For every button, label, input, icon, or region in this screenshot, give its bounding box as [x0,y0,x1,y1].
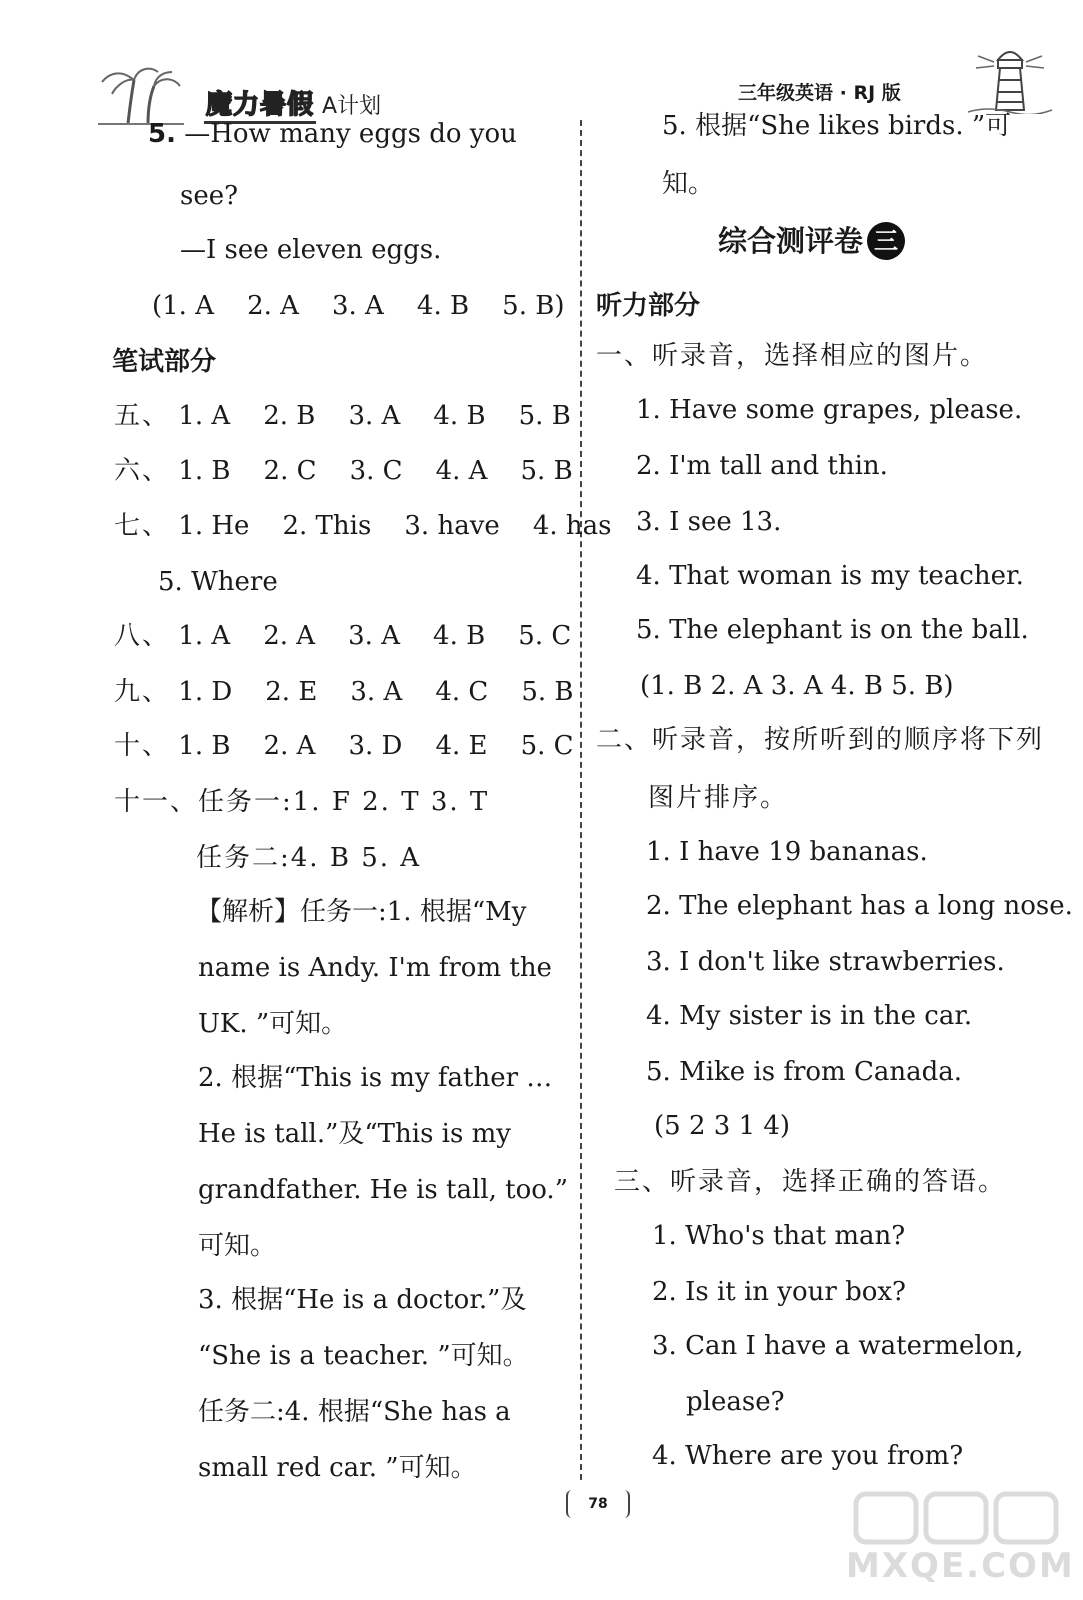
analysis-line: grandfather. He is tall, too.” [198,1175,568,1205]
analysis-line: 任务二:4. 根据“She has a [198,1397,511,1427]
analysis-line: 【解析】任务一:1. 根据“My [196,897,527,927]
analysis-line: He is tall.”及“This is my [198,1119,511,1149]
answer-item: 4. has [532,511,612,541]
q5-line1 [148,118,517,150]
answer-item: 5. C [518,621,572,651]
analysis-line: 3. 根据“He is a doctor.”及 [198,1285,527,1315]
answer-item: 3. C [349,456,403,486]
part3-item: 4. Where are you from? [652,1441,964,1471]
analysis-line: 可知。 [198,1231,277,1261]
q5-line3: —I see eleven eggs. [180,235,442,265]
watermark [846,1488,1075,1592]
listening-heading: 听力部分 [596,291,701,321]
answer-item: 4. B [433,621,486,651]
brand-logo [204,84,381,118]
watermark-logo-icon [846,1488,1066,1548]
part1-title: 一、听录音，选择相应的图片。 [596,341,989,371]
part1-item: 3. I see 13. [636,507,782,537]
part2-item: 2. The elephant has a long nose. [646,891,1073,921]
watermark-text: MXQE.COM [846,1546,1075,1586]
part2-title-cont: 图片排序。 [648,783,789,813]
answer-item: 2. B [263,401,316,431]
q5-line2: see? [180,181,239,211]
analysis-line: UK. ”可知。 [198,1009,348,1039]
answer-row-7b [158,566,278,598]
part2-title: 二、听录音，按所听到的顺序将下列 [596,725,1045,755]
brand-sub: A计划 [322,94,382,119]
answer-item: 3. A [350,677,403,707]
row-label: 九、 [114,677,171,707]
part3-item: 1. Who's that man? [652,1221,906,1251]
row-label: 五、 [114,401,171,431]
answer-row-8 [114,620,571,652]
answer-item: 4. C [435,677,489,707]
test-title-text: 综合测评卷 [718,224,864,258]
part3-title: 三、听录音，选择正确的答语。 [614,1167,1007,1197]
analysis-line: 2. 根据“This is my father … [198,1063,553,1093]
analysis-line: “She is a teacher. ”可知。 [198,1341,529,1371]
test-number-badge: 三 [867,222,905,260]
answer-item: 1. A [178,401,231,431]
written-heading: 笔试部分 [112,347,217,377]
part3-item-cont: please? [686,1387,785,1417]
grade-label: 三年级英语 · RJ 版 [738,82,901,104]
answer-row-9 [114,676,574,708]
answer-item: 2. A [263,731,316,761]
answer-item: 4. E [435,731,488,761]
part1-item: 5. The elephant is on the ball. [636,615,1029,645]
part2-item: 3. I don't like strawberries. [646,947,1005,977]
answer-item: 2. This [282,511,372,541]
answer-item: 1. B [178,456,231,486]
row-label: 十、 [114,731,171,761]
q5-number: 5. [148,119,176,149]
answer-item: 5. B [521,677,574,707]
answer-item: 3. A [348,401,401,431]
analysis-line: name is Andy. I'm from the [198,953,552,983]
answer-item: 1. A [178,621,231,651]
row-label: 八、 [114,621,171,651]
answer-row-5 [114,400,571,432]
answer-item: 5. B) [502,291,565,321]
answer-item: 5. C [520,731,574,761]
answer-item: 4. B [433,401,486,431]
answer-item: 2. A [247,291,299,321]
lighthouse-icon [968,40,1052,114]
part2-item: 4. My sister is in the car. [646,1001,973,1031]
part2-item: 5. Mike is from Canada. [646,1057,963,1087]
part1-item: 2. I'm tall and thin. [636,451,888,481]
part2-answers: (5 2 3 1 4) [654,1111,791,1141]
row-label: 七、 [114,511,171,541]
answer-item: 3. have [404,511,500,541]
part3-item: 2. Is it in your box? [652,1277,906,1307]
answer-row-7 [114,510,612,542]
answer-item: 3. A [331,291,384,321]
answer-row [152,290,564,322]
answer-item: 2. C [263,456,317,486]
answer-item: 2. A [263,621,316,651]
part1-answers: (1. B 2. A 3. A 4. B 5. B) [640,671,954,701]
answer-item: 3. D [348,731,403,761]
answer-item: 4. A [435,456,488,486]
task2-line: 任务二:4. B 5. A [196,843,422,873]
answer-item: 1. D [178,677,233,707]
analysis-line: small red car. ”可知。 [198,1453,477,1483]
q5-note-line2: 知。 [662,169,715,199]
answer-item: 5. Where [158,567,278,597]
part1-item: 4. That woman is my teacher. [636,561,1024,591]
answer-item: 4. B [416,291,470,321]
q5-text1: —How many eggs do you [184,119,517,149]
answer-item: 5. B [520,456,573,486]
page-number: 78 [566,1490,630,1518]
answer-item: 1. He [178,511,250,541]
answer-item: 3. A [348,621,400,651]
part3-item: 3. Can I have a watermelon, [652,1331,1024,1361]
q5-note-line1: 5. 根据“She likes birds. ”可 [662,111,1012,141]
answer-row-6 [114,455,573,487]
task1-line: 十一、任务一:1. F 2. T 3. T [114,787,490,817]
test-title [718,222,905,260]
brand-main: 魔力暑假 [204,84,316,124]
answer-item: 1. B [178,731,231,761]
row-label: 六、 [114,456,171,486]
answer-item: (1. A [152,291,214,321]
column-divider [580,120,582,1480]
page-header [0,0,1083,120]
answer-item: 5. B [518,401,571,431]
answer-item: 2. E [265,677,318,707]
part2-item: 1. I have 19 bananas. [646,837,928,867]
part1-item: 1. Have some grapes, please. [636,395,1023,425]
answer-row-10 [114,730,574,762]
palm-tree-icon [98,64,184,126]
